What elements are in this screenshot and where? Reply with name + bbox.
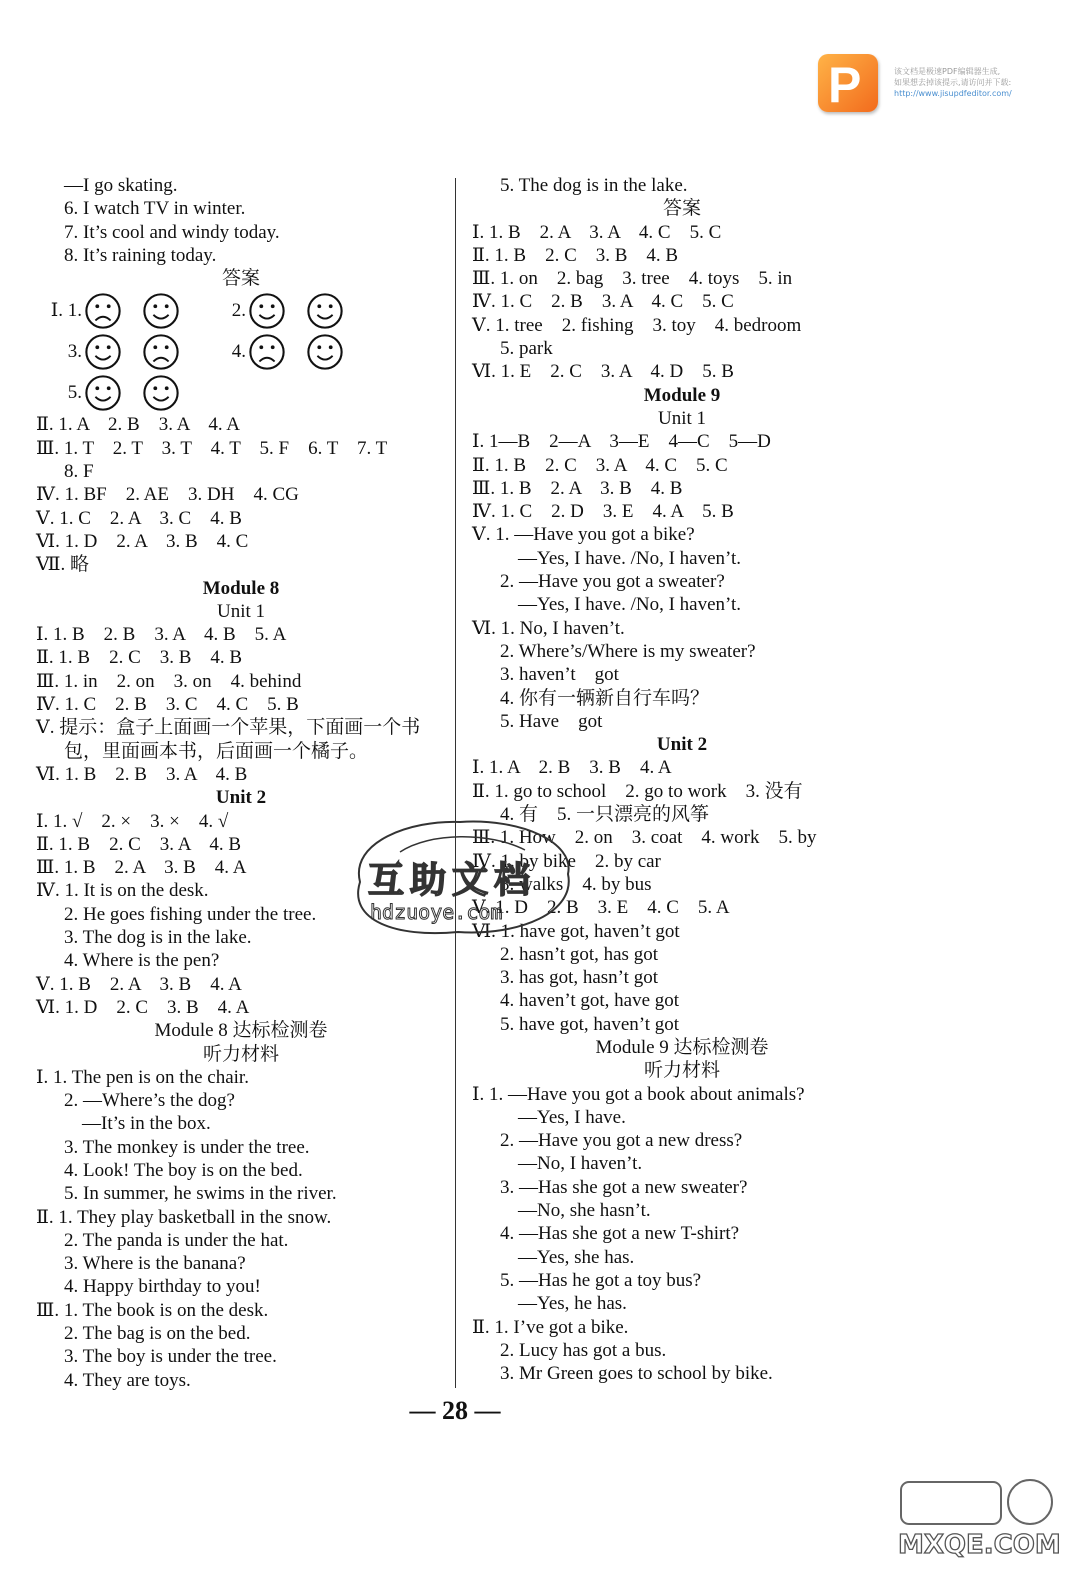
answer-line: Ⅳ. 1. It is on the desk. [36,880,209,902]
answer-line: 听力材料 [202,1043,279,1065]
answer-line: Ⅴ. 1. tree 2. fishing 3. toy 4. bedroom [472,314,802,336]
answer-line: 3. Mr Green goes to school by bike. [500,1363,773,1385]
answer-line: Ⅲ. 1. T 2. T 3. T 4. T 5. F 6. T 7. T [36,437,388,459]
answer-line: Ⅱ. 1. B 2. C 3. B 4. B [472,244,679,266]
answer-line: Module 9 [643,384,721,406]
answer-line: Ⅱ. 1. B 2. C 3. A 4. C 5. C [472,454,728,476]
pdf-editor-logo [818,54,878,112]
happy-face-icon [84,333,122,371]
item-number: 4. [231,340,246,362]
happy-face-icon [142,374,180,412]
answer-line: Ⅵ. 1. E 2. C 3. A 4. D 5. B [472,361,734,383]
answer-line: Ⅵ. 1. D 2. A 3. B 4. C [36,530,249,552]
answer-line: Ⅳ. 1. by bike 2. by car [472,850,661,872]
answer-line: —Yes, he has. [518,1293,627,1315]
answer-line: Ⅳ. 1. BF 2. AE 3. DH 4. CG [36,484,299,506]
happy-face-icon [84,374,122,412]
answer-line: Ⅳ. 1. C 2. B 3. C 4. C 5. B [36,694,299,716]
answer-line: Ⅲ. 1. in 2. on 3. on 4. behind [36,670,302,692]
answer-line: —I go skating. [64,175,178,196]
answer-line: 3. —Has she got a new sweater? [500,1176,748,1198]
answer-line: 2. The panda is under the hat. [64,1229,289,1251]
answer-line: Ⅲ. 1. B 2. A 3. B 4. A [36,857,247,879]
answer-line: 5. —Has he got a toy bus? [500,1269,702,1291]
answer-line: Ⅱ. 1. B 2. C 3. A 4. B [36,833,242,855]
answer-line: 答案 [221,268,260,290]
answer-line: Unit 1 [657,407,707,429]
answer-line: Module 9 达标检测卷 [595,1036,769,1058]
answer-line: 5. Have got [500,710,603,732]
answer-line: 5. The dog is in the lake. [500,175,688,196]
answer-line: Ⅵ. 1. B 2. B 3. A 4. B [36,763,248,785]
answer-line: 2. Lucy has got a bus. [500,1339,667,1361]
answer-line: Module 8 达标检测卷 [154,1020,328,1042]
stamp-url: hdzuoye.com [370,900,503,924]
answer-line: 包，里面画本书，后面画一个橘子。 [64,740,369,762]
answer-line: —Yes, she has. [518,1246,635,1268]
column-divider [455,178,456,1388]
answer-line: 4. —Has she got a new T-shirt? [500,1223,740,1245]
answer-line: —No, I haven’t. [518,1153,643,1175]
answer-line: 4. Happy birthday to you! [64,1276,261,1298]
answer-line: Ⅱ. 1. B 2. C 3. B 4. B [36,647,243,669]
happy-face-icon [306,292,344,330]
answer-line: Ⅶ. 略 [36,554,90,576]
answer-line: Ⅴ. 1. D 2. B 3. E 4. C 5. A [472,897,730,919]
happy-face-icon [142,292,180,330]
answer-line: 2. The bag is on the bed. [64,1323,251,1345]
answer-line: Ⅲ. 1. B 2. A 3. B 4. B [472,477,683,499]
stamp-text: 互助文档 [368,860,537,901]
smiley-row [36,290,446,331]
answer-line: 听力材料 [643,1060,720,1082]
sad-face-icon [248,333,286,371]
answer-line: 2. —Where’s the dog? [64,1090,235,1112]
answer-line: 4. They are toys. [64,1369,191,1391]
answer-line: —No, she hasn’t. [518,1200,651,1222]
answer-line: 2. hasn’t got, has got [500,943,658,965]
item-number: Ⅰ. 1. [50,300,82,322]
answer-line: Ⅰ. 1. B 2. B 3. A 4. B 5. A [36,624,287,646]
answer-line: —It’s in the box. [82,1113,211,1135]
page-number: — 28 — [409,1396,501,1425]
answer-line: 5. In summer, he swims in the river. [64,1183,337,1205]
answer-line: Unit 2 [656,734,708,756]
answer-line: Ⅰ. 1. The pen is on the chair. [36,1066,249,1088]
item-number: 5. [67,381,82,403]
answer-line: 4. 有 5. 一只漂亮的风筝 [500,804,710,826]
answer-line: 2. Where’s/Where is my sweater? [500,640,756,662]
watermark-text: MXQE.COM [898,1530,1061,1560]
answer-line: 2. —Have you got a new dress? [500,1130,743,1152]
answer-line: Ⅴ. 1. C 2. A 3. C 4. B [36,507,242,529]
answer-line: —Yes, I have. [518,1106,626,1128]
answer-line: 3. haven’t got [500,664,619,686]
answer-line: 3. The boy is under the tree. [64,1346,277,1368]
note-line: 该文档是极速PDF编辑器生成, [894,67,1001,76]
answer-line: 答案 [662,198,701,220]
answer-line: 3. Where is the banana? [64,1253,246,1275]
answer-line: Ⅰ. 1. A 2. B 3. B 4. A [472,757,672,779]
answer-line: Ⅳ. 1. C 2. D 3. E 4. A 5. B [472,501,734,523]
answer-line: —Yes, I have. /No, I haven’t. [518,547,742,569]
sad-face-icon [84,292,122,330]
answer-line: Ⅳ. 1. C 2. B 3. A 4. C 5. C [472,291,734,313]
pdf-editor-note [894,66,1054,99]
answer-line: Ⅲ. 1. The book is on the desk. [36,1299,269,1321]
answer-line: Module 8 [202,577,280,599]
answer-line: 3. The monkey is under the tree. [64,1136,310,1158]
smiley-row [36,331,446,372]
answer-line: 3. has got, hasn’t got [500,967,658,989]
item-number: 2. [231,299,246,321]
answer-line: Ⅲ. 1. on 2. bag 3. tree 4. toys 5. in [472,268,793,290]
smiley-row [36,372,446,413]
answer-line: —Yes, I have. /No, I haven’t. [518,594,742,616]
answer-line: 2. He goes fishing under the tree. [64,903,317,925]
answer-line: Ⅱ. 1. go to school 2. go to work 3. 没有 [472,780,803,802]
answer-line: 4. Where is the pen? [64,950,220,972]
answer-line: 2. —Have you got a sweater? [500,571,725,593]
answer-line: Ⅱ. 1. A 2. B 3. A 4. A [36,414,241,436]
note-line: 如果想去掉该提示,请访问并下载: [894,78,1012,87]
happy-face-icon [306,333,344,371]
answer-line: 6. I watch TV in winter. [64,198,246,220]
answer-line: Ⅵ. 1. No, I haven’t. [472,617,625,639]
happy-face-icon [248,292,286,330]
answer-line: Ⅰ. 1. B 2. A 3. A 4. C 5. C [472,221,722,243]
answer-line: 8. It’s raining today. [64,244,217,266]
answer-line: Ⅰ. 1. √ 2. × 3. × 4. √ [36,810,229,832]
answer-line: 3. walks 4. by bus [500,873,652,895]
left-column [36,174,446,1392]
answer-line: Ⅰ. 1. —Have you got a book about animals? [472,1083,805,1105]
answer-line: 4. haven’t got, have got [500,990,680,1012]
item-number: 3. [67,340,82,362]
answer-line: 3. The dog is in the lake. [64,927,252,949]
answer-line: Ⅰ. 1—B 2—A 3—E 4—C 5—D [472,431,771,453]
answer-line: Unit 1 [216,600,266,622]
right-column [472,174,892,1385]
answer-line: Ⅴ. 提示：盒子上面画一个苹果，下面画一个书 [36,717,421,739]
answer-line: 8. F [64,461,94,483]
answer-line: 5. park [500,338,553,360]
answer-line: Ⅵ. 1. have got, haven’t got [472,920,680,942]
answer-line: Ⅴ. 1. B 2. A 3. B 4. A [36,973,242,995]
answer-line: Ⅵ. 1. D 2. C 3. B 4. A [36,996,250,1018]
note-url: http://www.jisupdfeditor.com/ [894,89,1012,98]
answer-line: Ⅱ. 1. They play basketball in the snow. [36,1206,332,1228]
answer-line: Ⅴ. 1. —Have you got a bike? [472,524,695,546]
answer-line: 5. have got, haven’t got [500,1013,680,1035]
answer-line: 7. It’s cool and windy today. [64,221,280,243]
answer-line: 4. Look! The boy is on the bed. [64,1159,303,1181]
answer-line: Unit 2 [215,787,267,809]
logo-letter: P [828,57,862,113]
answer-line: 4. 你有一辆新自行车吗？ [500,687,710,709]
sad-face-icon [142,333,180,371]
answer-line: Ⅲ. 1. How 2. on 3. coat 4. work 5. by [472,827,817,849]
answer-line: Ⅱ. 1. I’ve got a bike. [472,1316,629,1338]
